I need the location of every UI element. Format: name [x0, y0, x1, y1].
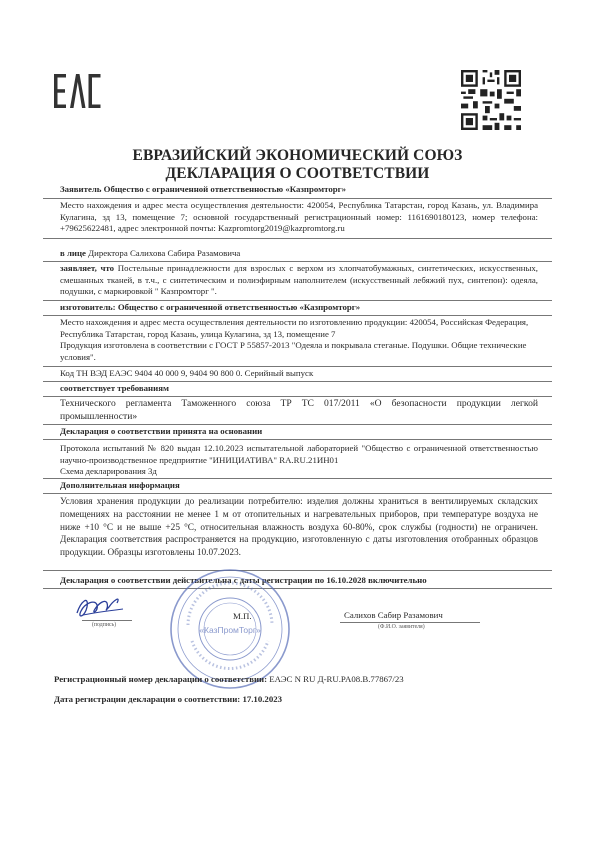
divider	[43, 439, 552, 440]
validity-text: Декларация о соответствии действительна с даты регистрации по 16.10.2028 включительно	[60, 575, 427, 585]
signer-name-caption: (Ф.И.О. заявителя)	[378, 624, 425, 630]
basis-label: Декларация о соответствии принята на основании	[60, 426, 263, 436]
manufacturer-address: Место нахождения и адрес места осуществления деятельности по изготовлению продукции: 420054, Российская Федерация, Республика Татарстан, город Казань, улица Кулагина, зд 13, помещение 7	[60, 317, 529, 339]
document-title: ДЕКЛАРАЦИЯ О СООТВЕТСТВИИ	[165, 165, 430, 182]
manufacturer-label: изготовитель:	[60, 302, 116, 312]
applicant-row	[60, 184, 538, 196]
applicant-name: Общество с ограниченной ответственностью «Казпромторг»	[103, 184, 346, 194]
applicant-address: Место нахождения и адрес места осуществления деятельности: 420054, Республика Татарстан, город Казань, ул. Владимира Кулагина, зд 13, помещение 7; основной государственный регистрационный номер: 1161690180123, номер телефона: +79625622481, адрес электронной почты: Kazpromtorg2019@kazpromtorg.ru	[60, 200, 538, 234]
registration-number-label: Регистрационный номер декларации о соответствии:	[54, 674, 268, 684]
divider	[43, 478, 552, 479]
divider	[43, 424, 552, 425]
manufacturer-row	[60, 302, 538, 314]
qr-code-icon	[461, 70, 521, 130]
divider	[43, 381, 552, 382]
stamp-center-text: «КазПромТорг»	[199, 625, 261, 635]
divider	[43, 238, 552, 239]
person-row	[60, 248, 538, 260]
basis-text: Протокола испытаний № 820 выдан 12.10.2023 испытательной лабораторией "Общество с ограниченной ответственностью научно-производственное предприятие "ИНИЦИАТИВА" RA.RU.21ИН01	[60, 443, 538, 465]
person-value: Директора Салихова Сабира Разамовича	[88, 248, 241, 258]
signature-icon	[73, 585, 133, 625]
manufacturer-name: Общество с ограниченной ответственностью «Казпромторг»	[117, 302, 361, 312]
registration-number-value: ЕАЭС N RU Д-RU.PA08.B.77867/23	[269, 674, 404, 684]
requirements-text: Технического регламента Таможенного союза ТР ТС 017/2011 «О безопасности продукции легкой промышленности»	[60, 398, 538, 422]
divider	[43, 396, 552, 397]
divider	[43, 198, 552, 199]
registration-number-row	[54, 674, 544, 686]
divider	[43, 300, 552, 301]
divider	[43, 261, 552, 262]
registration-date-value: 17.10.2023	[242, 694, 283, 704]
requirements-label: соответствует требованиям	[60, 383, 169, 393]
seal-stamp-icon	[168, 567, 292, 691]
applicant-label: Заявитель	[60, 184, 102, 194]
declares-row	[60, 263, 538, 298]
divider	[43, 315, 552, 316]
registration-date-row	[54, 694, 544, 706]
additional-text: Условия хранения продукции до реализации потребителю: изделия должны храниться в вентилируемых складских помещениях на расстоянии не менее 1 м от отопительных и нагревательных приборов, при температуре воздуха не ниже +10 °С и не выше +25 °С, относительная влажность воздуха 60-80%, срок службы (годности) не ограничен. Декларация соответствия распространяется на продукцию, изготовленную с даты изготовления отобранных образцов продукции. Образцы изготовлены 10.07.2023.	[60, 497, 538, 559]
signer-name: Салихов Сабир Разамович	[344, 610, 443, 620]
manufacturer-standard: Продукция изготовлена в соответствии с ГОСТ Р 55857-2013 "Одеяла и покрывала стеганые. Подушки. Общие технические условия".	[60, 340, 527, 362]
eac-mark-icon	[54, 74, 102, 108]
additional-label: Дополнительная информация	[60, 480, 180, 490]
registration-date-label: Дата регистрации декларации о соответствии:	[54, 694, 241, 704]
union-title: ЕВРАЗИЙСКИЙ ЭКОНОМИЧЕСКИЙ СОЮЗ	[132, 147, 463, 164]
declares-label: заявляет, что	[60, 263, 115, 273]
divider	[43, 493, 552, 494]
scheme-text: Схема декларирования 3д	[60, 466, 157, 476]
person-label: в лице	[60, 248, 86, 258]
declares-text: Постельные принадлежности для взрослых с верхом из хлопчатобумажных, синтетических, искусственных, смешанных тканей, в т.ч., с синтетическим и полиэфирным наполнителем (искусственный лебяжий пух, синтепон): одеяла, подушки, с маркировкой " Казпромторг ".	[60, 263, 538, 297]
seal-mark: М.П.	[233, 611, 252, 621]
tnved-codes: Код ТН ВЭД ЕАЭС 9404 40 000 9, 9404 90 800 0. Серийный выпуск	[60, 368, 314, 378]
divider	[43, 366, 552, 367]
signature-caption: (подпись)	[92, 622, 117, 628]
name-line	[340, 622, 480, 623]
divider	[43, 570, 552, 571]
signature-line	[82, 620, 132, 621]
